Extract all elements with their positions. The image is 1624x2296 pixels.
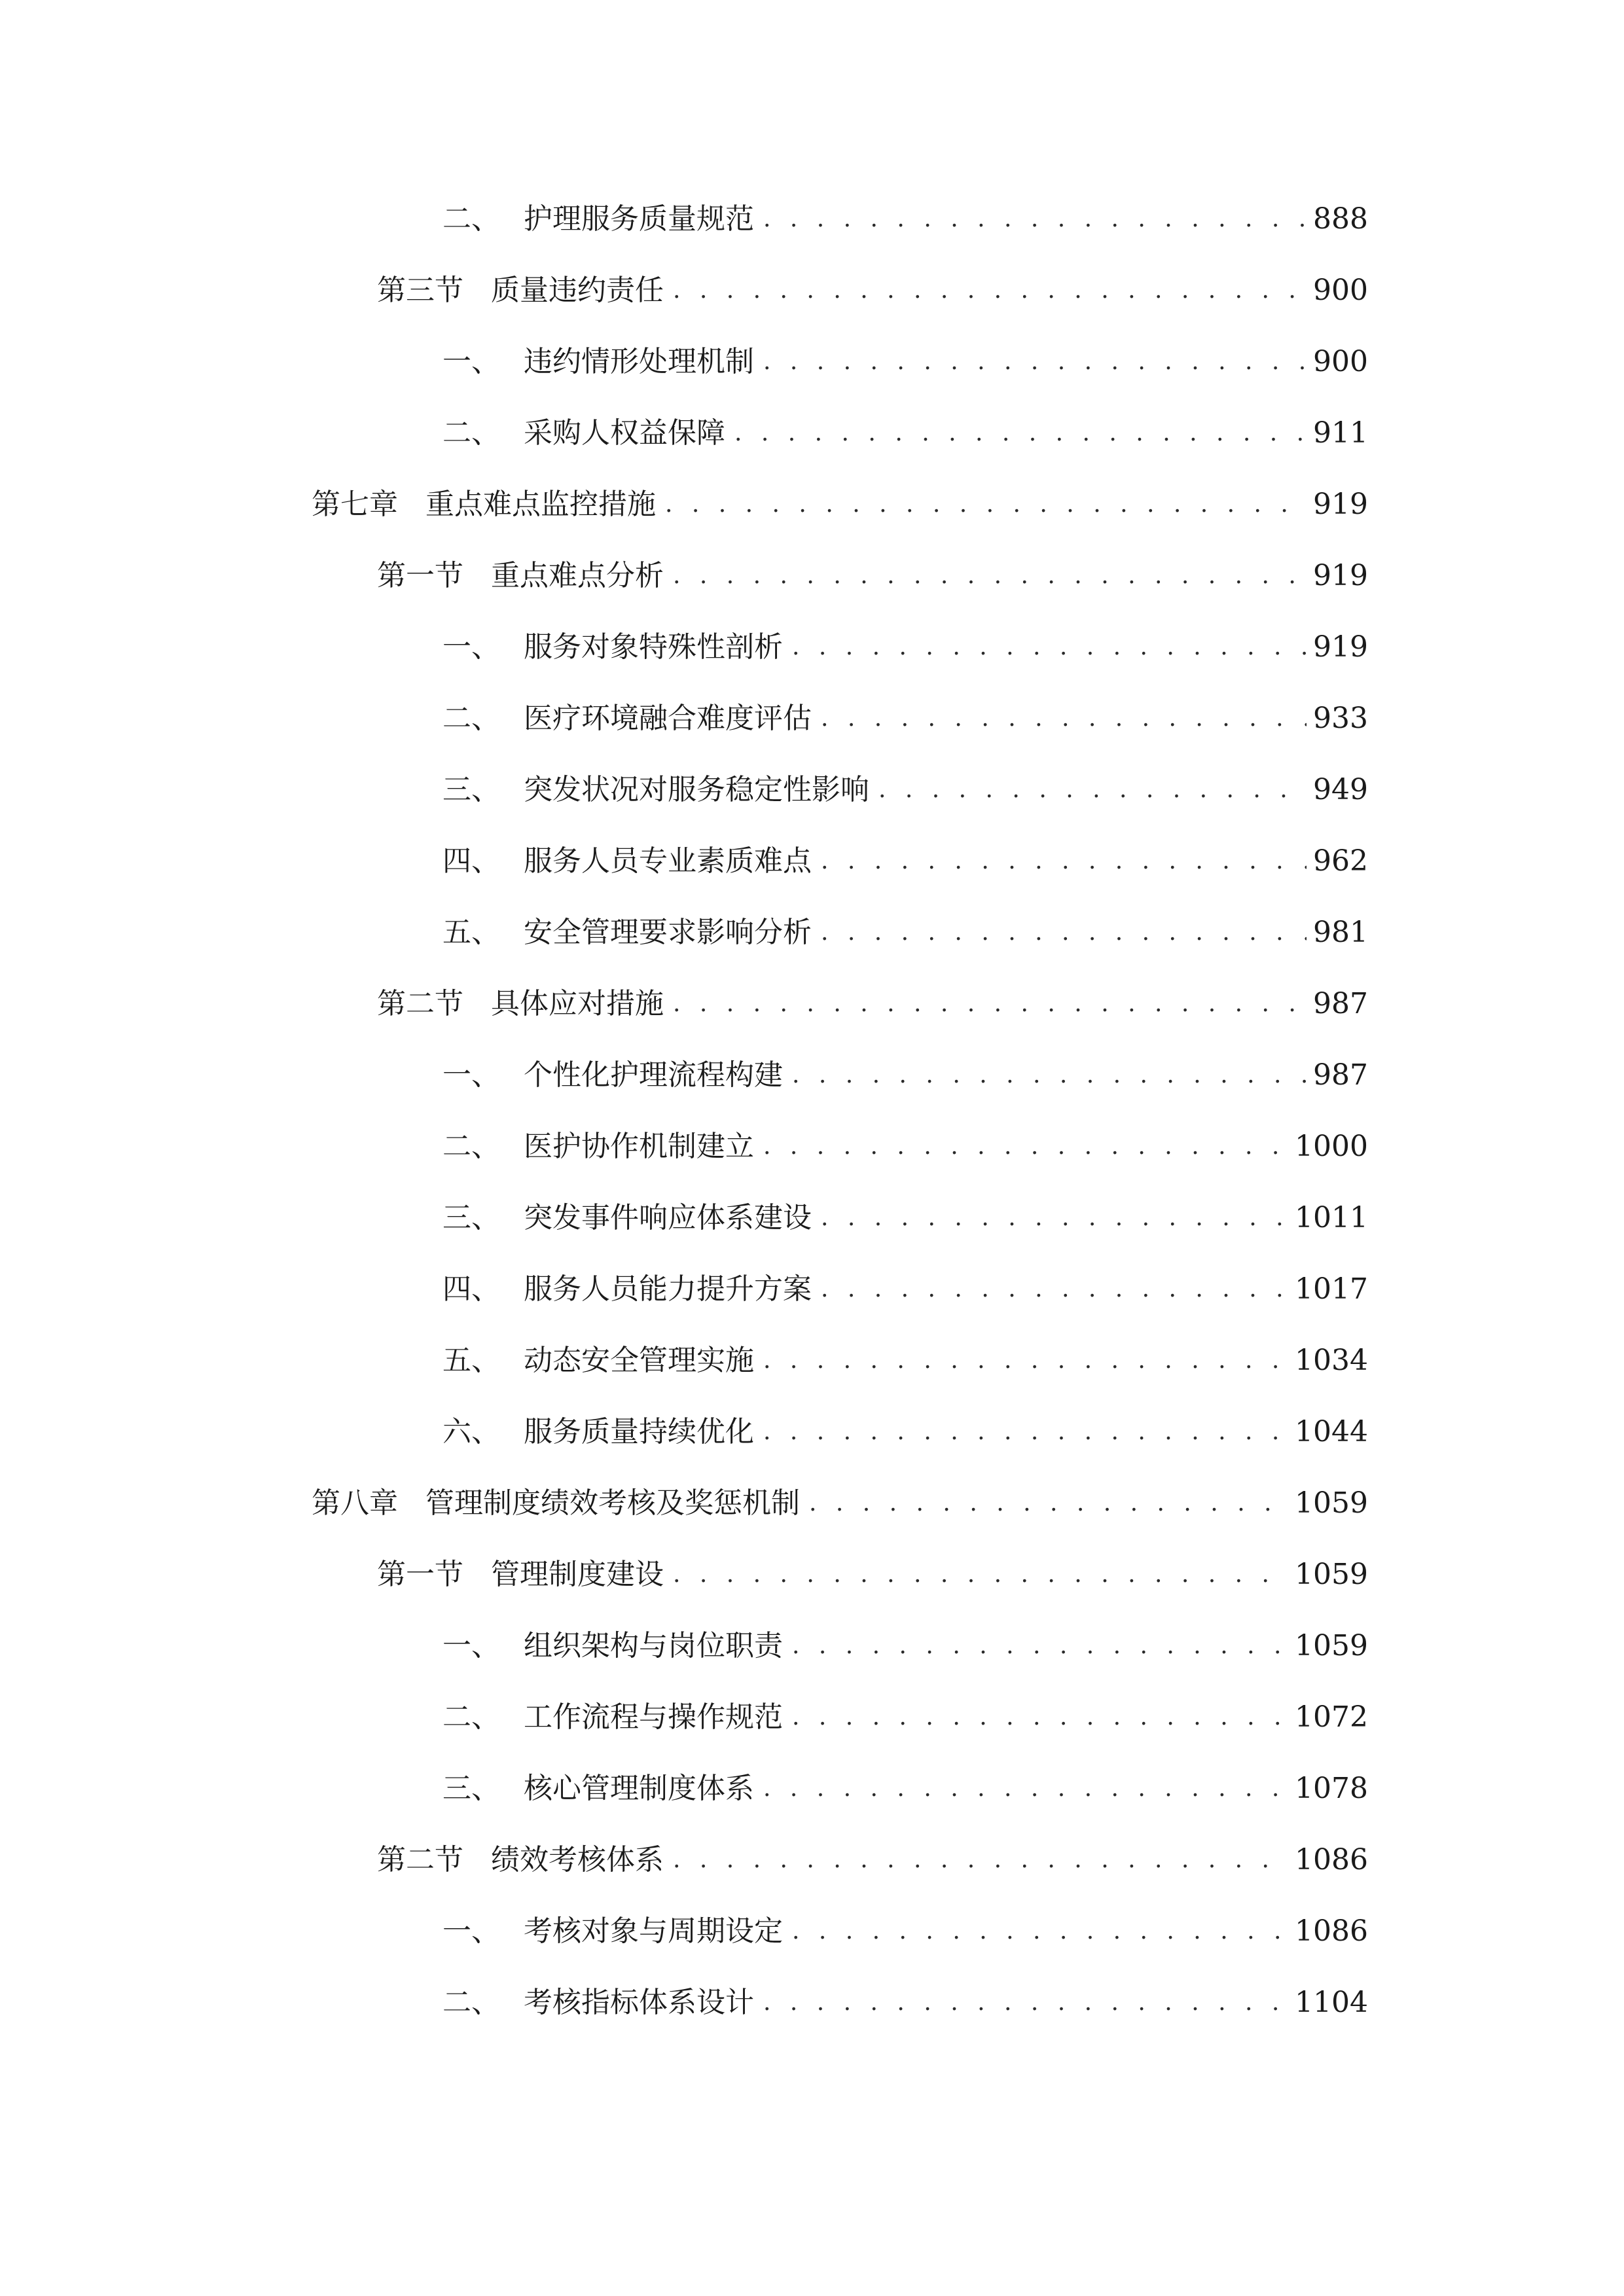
toc-entry[interactable] <box>377 268 1368 314</box>
toc-entry-page: 1072 <box>1295 1700 1368 1734</box>
toc-entry[interactable] <box>442 196 1368 242</box>
toc-entry-number: 二、 <box>442 1700 500 1734</box>
toc-entry-number: 一、 <box>442 1629 500 1662</box>
toc-entry-page: 1086 <box>1295 1843 1368 1876</box>
toc-entry-number: 第八章 <box>312 1486 398 1520</box>
toc-entry-page: 987 <box>1313 1058 1368 1092</box>
dot-leader <box>809 1480 1288 1526</box>
toc-entry-number: 四、 <box>442 844 500 878</box>
toc-entry-number: 五、 <box>442 916 500 949</box>
dot-leader <box>878 767 1307 813</box>
toc-entry-page: 1034 <box>1295 1344 1368 1377</box>
toc-entry-page: 1059 <box>1295 1629 1368 1662</box>
toc-entry-number: 一、 <box>442 345 500 378</box>
toc-entry-title: 考核指标体系设计 <box>524 1986 754 2019</box>
toc-entry-title: 重点难点分析 <box>491 559 664 592</box>
toc-entry-number: 第二节 <box>377 987 463 1020</box>
dot-leader <box>665 482 1307 528</box>
toc-entry[interactable] <box>442 1338 1368 1384</box>
toc-entry-number: 二、 <box>442 1130 500 1163</box>
toc-entry[interactable] <box>312 1480 1368 1526</box>
toc-entry[interactable] <box>442 1766 1368 1812</box>
dot-leader <box>673 553 1307 599</box>
toc-entry-number: 第二节 <box>377 1843 463 1876</box>
toc-entry[interactable] <box>312 482 1368 528</box>
dot-leader <box>821 1195 1288 1241</box>
dot-leader <box>792 1623 1288 1669</box>
toc-entry-title: 工作流程与操作规范 <box>524 1700 783 1734</box>
toc-entry-page: 911 <box>1313 416 1368 450</box>
toc-entry-page: 1044 <box>1295 1415 1368 1448</box>
dot-leader <box>763 1980 1288 2026</box>
toc-entry-page: 933 <box>1313 702 1368 735</box>
toc-entry[interactable] <box>442 1195 1368 1241</box>
dot-leader <box>792 624 1307 670</box>
toc-entry-title: 护理服务质量规范 <box>524 202 754 236</box>
toc-entry[interactable] <box>442 838 1368 884</box>
toc-entry-page: 919 <box>1313 559 1368 592</box>
toc-entry-title: 重点难点监控措施 <box>425 488 656 521</box>
toc-entry-number: 第一节 <box>377 1558 463 1591</box>
toc-entry-number: 二、 <box>442 416 500 450</box>
toc-entry[interactable] <box>442 696 1368 742</box>
toc-entry-title: 采购人权益保障 <box>524 416 725 450</box>
toc-entry-number: 三、 <box>442 1201 500 1234</box>
toc-entry-title: 具体应对措施 <box>491 987 664 1020</box>
toc-entry-number: 二、 <box>442 202 500 236</box>
dot-leader <box>763 1409 1288 1455</box>
toc-entry-title: 服务质量持续优化 <box>524 1415 754 1448</box>
dot-leader <box>821 1266 1288 1312</box>
toc-entry-number: 一、 <box>442 1914 500 1948</box>
dot-leader <box>763 1766 1288 1812</box>
toc-entry-title: 服务对象特殊性剖析 <box>524 630 783 664</box>
toc-entry[interactable] <box>377 1837 1368 1883</box>
toc-entry-number: 第一节 <box>377 559 463 592</box>
toc-entry-title: 核心管理制度体系 <box>524 1772 754 1805</box>
toc-entry[interactable] <box>377 553 1368 599</box>
toc-entry[interactable] <box>442 1052 1368 1098</box>
toc-entry[interactable] <box>442 624 1368 670</box>
toc-entry-title: 突发状况对服务稳定性影响 <box>524 773 869 806</box>
dot-leader <box>821 910 1307 956</box>
toc-entry-page: 1086 <box>1295 1914 1368 1948</box>
toc-entry-number: 第三节 <box>377 274 463 307</box>
toc-entry[interactable] <box>442 1124 1368 1170</box>
toc-entry-title: 突发事件响应体系建设 <box>524 1201 812 1234</box>
dot-leader <box>792 1052 1307 1098</box>
toc-entry[interactable] <box>442 1409 1368 1455</box>
toc-entry[interactable] <box>442 910 1368 956</box>
toc-entry-title: 质量违约责任 <box>491 274 664 307</box>
toc-entry[interactable] <box>442 767 1368 813</box>
toc-entry-page: 949 <box>1313 773 1368 806</box>
toc-entry-page: 1059 <box>1295 1558 1368 1591</box>
toc-entry-page: 888 <box>1313 202 1368 236</box>
toc-entry-page: 919 <box>1313 630 1368 664</box>
dot-leader <box>763 339 1307 385</box>
toc-entry-title: 动态安全管理实施 <box>524 1344 754 1377</box>
toc-entry[interactable] <box>442 1909 1368 1954</box>
toc-entry-title: 安全管理要求影响分析 <box>524 916 812 949</box>
toc-entry-title: 服务人员能力提升方案 <box>524 1272 812 1306</box>
dot-leader <box>763 1338 1288 1384</box>
dot-leader <box>673 268 1307 314</box>
dot-leader <box>821 838 1307 884</box>
toc-entry-page: 1017 <box>1295 1272 1368 1306</box>
toc-entry-page: 987 <box>1313 987 1368 1020</box>
dot-leader <box>673 1552 1288 1598</box>
toc-entry-page: 900 <box>1313 345 1368 378</box>
toc-entry-title: 服务人员专业素质难点 <box>524 844 812 878</box>
dot-leader <box>734 410 1307 456</box>
toc-entry-page: 1011 <box>1295 1201 1368 1234</box>
dot-leader <box>763 1124 1288 1170</box>
toc-entry-number: 一、 <box>442 630 500 664</box>
dot-leader <box>673 981 1307 1027</box>
toc-entry-page: 900 <box>1313 274 1368 307</box>
toc-entry-page: 919 <box>1313 488 1368 521</box>
toc-entry-number: 三、 <box>442 1772 500 1805</box>
toc-entry-title: 违约情形处理机制 <box>524 345 754 378</box>
toc-entry-page: 1000 <box>1295 1130 1368 1163</box>
toc-entry-title: 考核对象与周期设定 <box>524 1914 783 1948</box>
toc-entry[interactable] <box>442 1623 1368 1669</box>
toc-entry-title: 管理制度建设 <box>491 1558 664 1591</box>
toc-entry-page: 1078 <box>1295 1772 1368 1805</box>
toc-entry-page: 1104 <box>1295 1986 1368 2019</box>
toc-entry[interactable] <box>442 1695 1368 1740</box>
toc-entry-number: 一、 <box>442 1058 500 1092</box>
toc-entry-number: 三、 <box>442 773 500 806</box>
dot-leader <box>792 1909 1288 1954</box>
toc-entry-page: 962 <box>1313 844 1368 878</box>
toc-entry-number: 第七章 <box>312 488 398 521</box>
toc-entry[interactable] <box>377 1552 1368 1598</box>
dot-leader <box>821 696 1307 742</box>
toc-entry-number: 二、 <box>442 702 500 735</box>
toc-entry[interactable] <box>442 1266 1368 1312</box>
dot-leader <box>763 196 1307 242</box>
dot-leader <box>792 1695 1288 1740</box>
toc-entry-number: 六、 <box>442 1415 500 1448</box>
toc-entry-title: 医疗环境融合难度评估 <box>524 702 812 735</box>
toc-entry-page: 1059 <box>1295 1486 1368 1520</box>
toc-entry-number: 五、 <box>442 1344 500 1377</box>
toc-entry-number: 二、 <box>442 1986 500 2019</box>
toc-entry-number: 四、 <box>442 1272 500 1306</box>
toc-entry-title: 医护协作机制建立 <box>524 1130 754 1163</box>
toc-entry[interactable] <box>377 981 1368 1027</box>
toc-entry-title: 管理制度绩效考核及奖惩机制 <box>425 1486 800 1520</box>
toc-entry-title: 组织架构与岗位职责 <box>524 1629 783 1662</box>
dot-leader <box>673 1837 1288 1883</box>
toc-entry-title: 绩效考核体系 <box>491 1843 664 1876</box>
toc-entry[interactable] <box>442 410 1368 456</box>
toc-entry-title: 个性化护理流程构建 <box>524 1058 783 1092</box>
toc-entry-page: 981 <box>1313 916 1368 949</box>
toc-entry[interactable] <box>442 1980 1368 2026</box>
toc-entry[interactable] <box>442 339 1368 385</box>
